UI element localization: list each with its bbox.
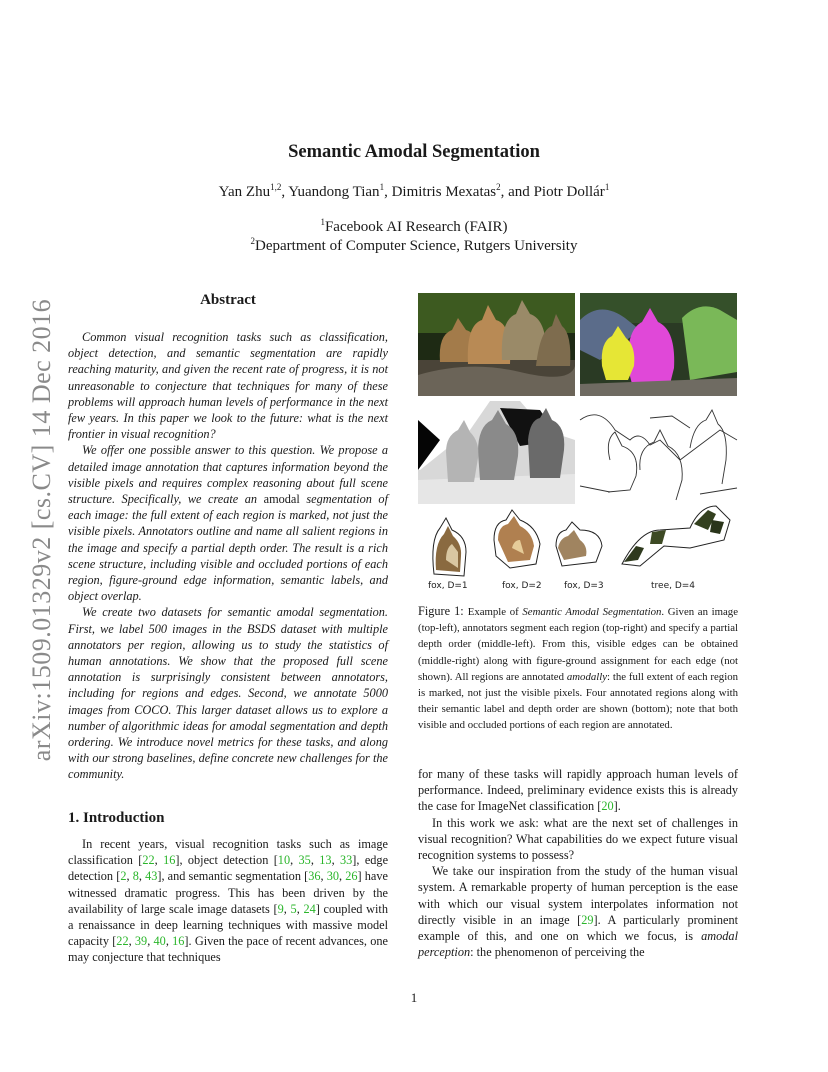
right-column-body: [418, 766, 738, 960]
region-fox-1: [433, 518, 466, 576]
region-label: tree, D=4: [651, 581, 696, 591]
citation-link[interactable]: 10: [277, 853, 291, 868]
affiliation-1: $^1$Facebook AI Research (FAIR): [320, 217, 508, 235]
author-list: Yan Zhu$^{1,2}$, Yuandong Tian$^1$, Dimitris Mexatas$^2$, and Piotr Dollár$^1$: [218, 182, 610, 200]
author-name: Yuandong Tian: [288, 184, 380, 200]
section-heading: 1. Introduction: [68, 810, 165, 826]
author-name: Dimitris Mexatas: [391, 184, 497, 200]
depth-order-map: [418, 401, 575, 504]
figure-caption: Figure 1: Example of Semantic Amodal Segmentation. Given an image (top-left), annotators segment each region (top-right) and specify a partial depth order (middle-left). From this, visible edges can be obtained (middle-right) along with figure-ground assignment for each edge (not shown). All regions are annotated amodally: the full extent of each region is marked, not just the visible pixels. Four annotated regions along with their semantic label and depth order are shown (bottom); note that both visible and occluded portions of each region are annotated.: [418, 604, 738, 732]
intro-paragraph: In recent years, visual recognition tasks such as image classification [22, 16], object detection [10, 35, 13, 33], edge detection [2, 8, 43], and semantic segmentation [36, 30, 26] have witnessed dramatic progress. This has been driven by the availability of large scale image datasets [9, 5, 24] coupled with a renaissance in deep learning techniques with massive model capacity [22, 39, 40, 16]. Given the pace of recent advances, one may conjecture that techniques: [68, 837, 389, 965]
citation-link[interactable]: 22: [116, 934, 129, 949]
citation-link[interactable]: 22: [142, 853, 155, 868]
body-paragraph: We take our inspiration from the study of the human visual system. A remarkable property of human perception is the ease with which our visual system interpolates information not directly visible in an image [29]. A particularly prominent example of this, and one on which we focus, is amodal perception: the phenomenon of perceiving the: [418, 864, 739, 960]
citation-link[interactable]: 36: [308, 869, 321, 884]
abstract-paragraph: Common visual recognition tasks such as classification, object detection, and semantic segmentation are rapidly reaching maturity, and given the recent rate of progress, it is not unreasonable to conjecture that techniques for many of these problems will approach human levels of performance in the next few years. In this paper we look to the future: what is the next frontier in visual recognition?: [68, 330, 388, 442]
citation-link[interactable]: 35: [298, 853, 311, 868]
citation-link[interactable]: 16: [163, 853, 176, 868]
citation-link[interactable]: 40: [153, 934, 166, 949]
citation-link[interactable]: 30: [326, 869, 340, 884]
region-fox-3: [556, 522, 602, 566]
author-name: Piotr Dollár: [533, 184, 605, 200]
citation-link[interactable]: 26: [345, 869, 358, 884]
affiliation-2: $^2$Department of Computer Science, Rutgers University: [250, 236, 578, 254]
abstract-paragraph: We create two datasets for semantic amodal segmentation. First, we label 500 images in the BSDS dataset with multiple annotators per region, allowing us to study the statistics of human annotations. We show that the proposed full scene annotation is surprisingly consistent between annotators, including for regions and edges. Second, we annotate 5000 images from COCO. This larger dataset allows us to explore a number of algorithmic ideas for amodal segmentation and depth ordering. We introduce novel metrics for these tasks, and along with our strong baselines, define concrete new challenges for the community.: [68, 605, 388, 782]
citation-link[interactable]: 13: [319, 853, 332, 868]
citation-link[interactable]: 2: [120, 869, 127, 884]
paper-title: Semantic Amodal Segmentation: [288, 142, 540, 162]
body-paragraph: for many of these tasks will rapidly approach human levels of performance. Indeed, preliminary evidence exists this is already the case for ImageNet classification [20].: [418, 767, 738, 814]
citation-link[interactable]: 29: [581, 912, 594, 927]
arxiv-stamp: arXiv:1509.01329v2 [cs.CV] 14 Dec 2016: [27, 298, 56, 762]
page-number: 1: [410, 990, 418, 1005]
region-fox-2: [494, 510, 540, 568]
citation-link[interactable]: 43: [145, 869, 158, 884]
citation-link[interactable]: 24: [303, 901, 316, 916]
figure-label: Figure 1:: [418, 604, 468, 618]
abstract-paragraph: We offer one possible answer to this question. We propose a detailed image annotation that captures information beyond the visible pixels and requires complex reasoning about full scene structure. Specifically, we create an amodal segmentation of each image: the full extent of each region is marked, not just the visible pixels. Annotators outline and name all salient regions in the image and specify a partial depth order. The result is a rich scene structure, including visible and occluded portions of each region, figure-ground edge information, semantic labels, and object overlap.: [68, 443, 388, 604]
region-tree: [622, 506, 730, 566]
body-paragraph: In this work we ask: what are the next set of challenges in visual recognition? What capabilities do we expect future visual recognition systems to possess?: [418, 815, 738, 863]
segmentation-overlay: [580, 293, 737, 396]
abstract-heading: Abstract: [200, 292, 256, 308]
region-label: fox, D=2: [502, 581, 542, 591]
citation-link[interactable]: 8: [132, 869, 139, 884]
citation-link[interactable]: 39: [134, 934, 148, 949]
region-label: fox, D=1: [428, 581, 468, 591]
author-name: Yan Zhu: [218, 184, 271, 200]
citation-link[interactable]: 9: [277, 901, 284, 916]
edge-map: [580, 401, 737, 504]
fox-photo: [418, 293, 575, 396]
citation-link[interactable]: 33: [340, 853, 353, 868]
citation-link[interactable]: 20: [601, 799, 614, 814]
citation-link[interactable]: 5: [290, 901, 297, 916]
citation-link[interactable]: 16: [172, 934, 185, 949]
region-label: fox, D=3: [564, 581, 604, 591]
